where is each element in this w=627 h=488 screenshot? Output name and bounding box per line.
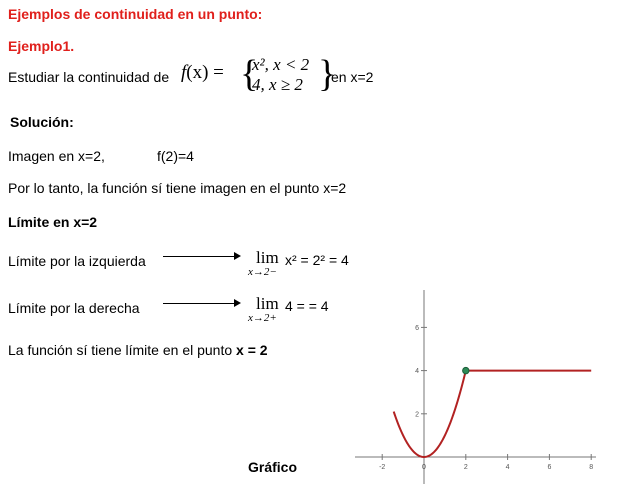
parabola-line bbox=[394, 371, 466, 457]
right-limit-label: Límite por la derecha bbox=[8, 300, 140, 316]
y-tick-label: 4 bbox=[415, 368, 419, 376]
right-limit-lim: lim bbox=[256, 294, 279, 313]
image-value: f(2)=4 bbox=[157, 148, 194, 164]
function-argument: (x) = bbox=[186, 62, 224, 83]
page-title: Ejemplos de continuidad en un punto: bbox=[8, 6, 263, 22]
statement-prefix: Estudiar la continuidad de bbox=[8, 69, 170, 85]
left-limit-sub: x→2− bbox=[248, 266, 277, 278]
image-label: Imagen en x=2, bbox=[8, 148, 105, 164]
limit-conclusion bbox=[8, 342, 268, 358]
left-limit-lim: lim bbox=[256, 248, 279, 267]
right-brace: } bbox=[318, 53, 337, 95]
y-tick-label: 2 bbox=[415, 411, 419, 419]
left-limit-arrow bbox=[163, 256, 235, 257]
limit-conclusion-point: x = 2 bbox=[236, 342, 268, 358]
function-graph bbox=[350, 288, 600, 488]
function-name bbox=[181, 62, 224, 84]
function-symbol: f bbox=[181, 62, 187, 83]
x-tick-label: 4 bbox=[505, 464, 510, 471]
image-conclusion: Por lo tanto, la función sí tiene imagen en el punto x=2 bbox=[8, 180, 347, 196]
point-marker bbox=[463, 367, 469, 373]
left-limit-label: Límite por la izquierda bbox=[8, 253, 146, 269]
piece-1: x², x < 2 bbox=[252, 55, 310, 74]
x-tick-label: 8 bbox=[589, 464, 594, 471]
right-limit-sub: x→2+ bbox=[248, 312, 277, 324]
example-heading: Ejemplo1. bbox=[8, 38, 75, 54]
right-limit-expr: 4 = = 4 bbox=[285, 298, 329, 314]
right-limit-arrow bbox=[163, 303, 235, 304]
y-tick-label: 6 bbox=[415, 324, 419, 332]
x-tick-label: -2 bbox=[379, 464, 386, 471]
solution-heading: Solución: bbox=[10, 114, 74, 130]
left-limit-expr: x² = 2² = 4 bbox=[285, 252, 349, 268]
statement-suffix: en x=2 bbox=[331, 69, 374, 85]
x-tick-label: 0 bbox=[422, 464, 426, 471]
graph-label: Gráfico bbox=[248, 459, 298, 475]
piece-2: 4, x ≥ 2 bbox=[252, 75, 303, 94]
left-brace: { bbox=[240, 53, 259, 95]
limit-heading: Límite en x=2 bbox=[8, 214, 98, 230]
x-tick-label: 2 bbox=[463, 464, 468, 471]
limit-conclusion-text: La función sí tiene límite en el punto bbox=[8, 342, 237, 358]
x-tick-label: 6 bbox=[547, 464, 552, 471]
